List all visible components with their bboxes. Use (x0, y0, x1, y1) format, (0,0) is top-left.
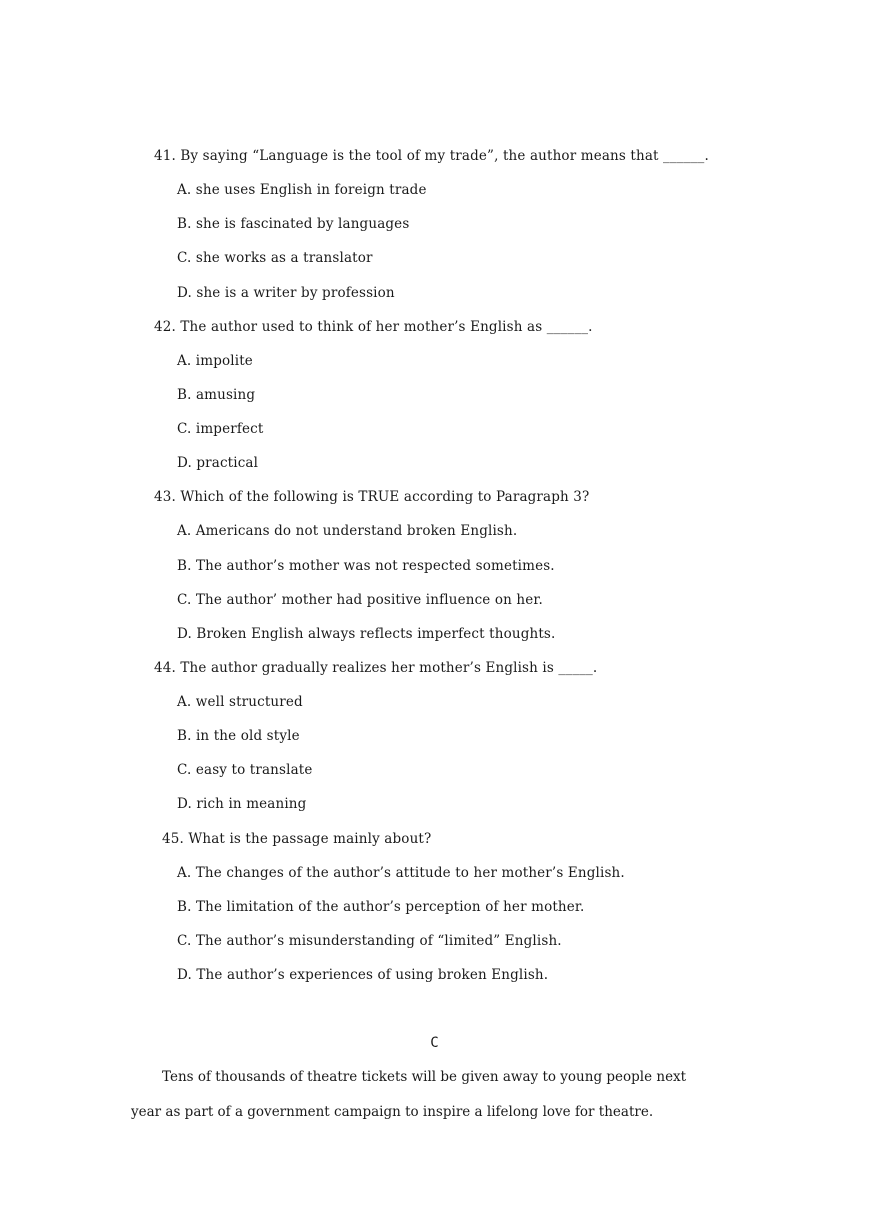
paragraph-line-2: year as part of a government campaign to inspire a lifelong love for theatre. (131, 1104, 654, 1120)
question-43-option-b: B. The author’s mother was not respected sometimes. (177, 558, 555, 574)
question-44-option-d: D. rich in meaning (177, 796, 307, 812)
question-43-option-d: D. Broken English always reflects imperfect thoughts. (177, 626, 556, 642)
question-45-option-c: C. The author’s misunderstanding of “limited” English. (177, 933, 562, 949)
question-41-option-a: A. she uses English in foreign trade (177, 182, 427, 198)
question-42-option-a: A. impolite (177, 353, 253, 369)
question-44-option-b: B. in the old style (177, 728, 300, 744)
question-44-option-a: A. well structured (177, 694, 303, 710)
question-42-option-c: C. imperfect (177, 421, 264, 437)
question-42-option-b: B. amusing (177, 387, 256, 403)
question-41-option-c: C. she works as a translator (177, 250, 373, 266)
question-41-option-d: D. she is a writer by profession (177, 285, 395, 301)
question-45-stem: 45. What is the passage mainly about? (162, 831, 432, 847)
question-43-option-c: C. The author’ mother had positive influence on her. (177, 592, 543, 608)
section-heading: C (430, 1035, 439, 1051)
question-44-option-c: C. easy to translate (177, 762, 313, 778)
paragraph-line-1: Tens of thousands of theatre tickets will be given away to young people next (162, 1069, 687, 1085)
question-45-option-b: B. The limitation of the author’s perception of her mother. (177, 899, 585, 915)
question-41-option-b: B. she is fascinated by languages (177, 216, 410, 232)
question-41-stem: 41. By saying “Language is the tool of my trade”, the author means that ______. (154, 148, 709, 164)
question-43-stem: 43. Which of the following is TRUE according to Paragraph 3? (154, 489, 590, 505)
question-42-stem: 42. The author used to think of her mother’s English as ______. (154, 319, 593, 335)
question-42-option-d: D. practical (177, 455, 259, 471)
question-45-option-a: A. The changes of the author’s attitude to her mother’s English. (177, 865, 625, 881)
question-44-stem: 44. The author gradually realizes her mother’s English is _____. (154, 660, 598, 676)
question-43-option-a: A. Americans do not understand broken English. (177, 523, 518, 539)
question-45-option-d: D. The author’s experiences of using broken English. (177, 967, 549, 983)
